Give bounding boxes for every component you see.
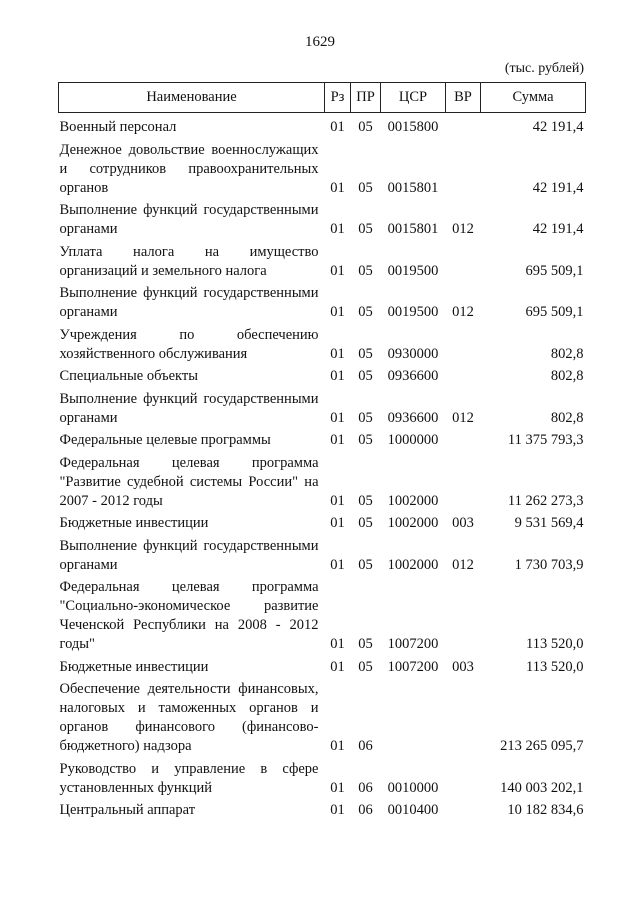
table-header — [59, 83, 586, 113]
table-row — [59, 141, 586, 202]
cell-name: Специальные объекты — [59, 368, 198, 384]
cell-sum: 113 520,0 — [526, 636, 584, 652]
cell-sum: 42 191,4 — [532, 119, 584, 135]
cell-rz: 01 — [330, 636, 345, 652]
cell-sum: 42 191,4 — [532, 179, 584, 196]
header-rz: Рз — [325, 83, 351, 113]
cell-name: Центральный аппарат — [59, 802, 196, 818]
page-number: 1629 — [305, 34, 335, 50]
cell-sum: 113 520,0 — [526, 658, 584, 675]
cell-name: Выполнение функций государственными органами — [59, 390, 319, 426]
cell-csr: 1002000 — [387, 515, 439, 531]
cell-pr: 05 — [358, 262, 373, 279]
cell-pr: 06 — [358, 779, 373, 796]
cell-sum: 140 003 202,1 — [500, 779, 584, 796]
cell-csr: 0010400 — [387, 802, 439, 818]
cell-pr: 05 — [358, 409, 373, 426]
cell-vr: 012 — [452, 409, 474, 426]
header-sum: Сумма — [481, 83, 586, 113]
table-row — [59, 431, 586, 454]
cell-csr: 0936600 — [387, 409, 439, 426]
units-label: (тыс. рублей) — [504, 61, 584, 76]
cell-csr: 0010000 — [387, 779, 439, 796]
cell-pr: 05 — [358, 368, 373, 384]
cell-vr — [446, 801, 481, 824]
table-row — [59, 454, 586, 515]
cell-csr: 0019500 — [387, 262, 439, 279]
cell-rz: 01 — [330, 409, 345, 426]
cell-vr — [446, 760, 481, 802]
table-row — [59, 658, 586, 681]
cell-vr: 003 — [452, 658, 474, 675]
cell-csr: 1007200 — [387, 658, 439, 675]
cell-pr: 05 — [358, 304, 373, 320]
cell-rz: 01 — [330, 119, 345, 135]
cell-pr: 05 — [358, 556, 373, 573]
cell-pr: 05 — [358, 119, 373, 135]
cell-vr — [446, 431, 481, 454]
cell-vr: 012 — [452, 304, 474, 320]
cell-csr: 0019500 — [387, 304, 439, 320]
cell-vr: 012 — [452, 221, 474, 237]
cell-name: Руководство и управление в сфере установленных функций — [59, 760, 319, 796]
cell-sum: 802,8 — [550, 345, 584, 362]
cell-sum: 802,8 — [550, 409, 584, 426]
cell-vr — [446, 243, 481, 285]
cell-csr: 0936600 — [387, 368, 439, 384]
table-row — [59, 284, 586, 326]
cell-name: Учреждения по обеспечению хозяйственного обслуживания — [59, 326, 319, 362]
cell-csr: 1000000 — [387, 432, 439, 448]
table-row — [59, 367, 586, 390]
cell-sum: 695 509,1 — [525, 262, 584, 279]
table-row — [59, 326, 586, 368]
cell-vr — [446, 326, 481, 368]
cell-vr — [446, 367, 481, 390]
table-row — [59, 390, 586, 432]
cell-sum: 42 191,4 — [532, 221, 584, 237]
table-row — [59, 113, 586, 141]
cell-vr — [446, 113, 481, 141]
cell-csr — [381, 680, 446, 760]
cell-sum: 10 182 834,6 — [507, 802, 584, 818]
cell-rz: 01 — [330, 492, 345, 509]
header-csr: ЦСР — [381, 83, 446, 113]
table-row — [59, 680, 586, 760]
cell-sum: 802,8 — [550, 368, 584, 384]
table-row — [59, 537, 586, 579]
cell-name: Выполнение функций государственными органами — [59, 202, 319, 237]
cell-vr — [446, 578, 481, 658]
cell-sum: 213 265 095,7 — [500, 738, 584, 754]
cell-csr: 1002000 — [387, 492, 439, 509]
cell-rz: 01 — [330, 658, 345, 675]
cell-name: Обеспечение деятельности финансовых, налоговых и таможенных органов и органов финансового (финансово-бюджетного) надзора — [59, 681, 319, 754]
cell-rz: 01 — [330, 802, 345, 818]
cell-vr — [446, 454, 481, 515]
cell-name: Бюджетные инвестиции — [59, 515, 209, 531]
cell-name: Федеральные целевые программы — [59, 432, 271, 448]
cell-rz: 01 — [330, 432, 345, 448]
cell-name: Уплата налога на имущество организаций и земельного налога — [59, 243, 319, 279]
cell-csr: 1002000 — [387, 556, 439, 573]
cell-vr: 012 — [452, 556, 474, 573]
cell-rz: 01 — [330, 304, 345, 320]
cell-name: Выполнение функций государственными органами — [59, 537, 319, 573]
cell-rz: 01 — [330, 345, 345, 362]
table-row — [59, 760, 586, 802]
cell-name: Федеральная целевая программа "Развитие судебной системы России" на 2007 - 2012 годы — [59, 454, 319, 509]
cell-csr: 0015801 — [387, 179, 439, 196]
cell-sum: 9 531 569,4 — [514, 515, 584, 531]
cell-pr: 05 — [358, 515, 373, 531]
cell-rz: 01 — [330, 368, 345, 384]
table-row — [59, 578, 586, 658]
cell-rz: 01 — [330, 515, 345, 531]
cell-csr: 1007200 — [387, 636, 439, 652]
cell-pr: 05 — [358, 345, 373, 362]
cell-rz: 01 — [330, 262, 345, 279]
table-row — [59, 243, 586, 285]
cell-csr: 0015800 — [387, 119, 439, 135]
header-pr: ПР — [351, 83, 381, 113]
cell-name: Выполнение функций государственными органами — [59, 285, 319, 320]
header-name: Наименование — [59, 83, 325, 113]
header-vr: ВР — [446, 83, 481, 113]
cell-vr — [446, 141, 481, 202]
cell-vr — [446, 680, 481, 760]
cell-pr: 05 — [358, 658, 373, 675]
cell-rz: 01 — [330, 738, 345, 754]
cell-sum: 11 262 273,3 — [507, 492, 584, 509]
cell-rz: 01 — [330, 221, 345, 237]
cell-pr: 06 — [358, 802, 373, 818]
cell-pr: 05 — [358, 179, 373, 196]
cell-name: Денежное довольствие военнослужащих и сотрудников правоохранительных органов — [59, 141, 319, 196]
budget-table — [58, 82, 586, 824]
cell-name: Бюджетные инвестиции — [59, 658, 209, 675]
cell-pr: 06 — [358, 738, 373, 754]
cell-sum: 695 509,1 — [525, 304, 584, 320]
table-row — [59, 801, 586, 824]
cell-csr: 0015801 — [387, 221, 439, 237]
cell-name: Федеральная целевая программа "Социально-экономическое развитие Чеченской Республики на 2008 - 2012 годы" — [59, 579, 319, 652]
cell-pr: 05 — [358, 492, 373, 509]
cell-rz: 01 — [330, 556, 345, 573]
cell-pr: 05 — [358, 636, 373, 652]
table-row — [59, 514, 586, 537]
cell-pr: 05 — [358, 221, 373, 237]
cell-vr: 003 — [452, 515, 474, 531]
cell-rz: 01 — [330, 179, 345, 196]
table-row — [59, 201, 586, 243]
cell-sum: 11 375 793,3 — [507, 432, 584, 448]
cell-rz: 01 — [330, 779, 345, 796]
cell-name: Военный персонал — [59, 119, 177, 135]
cell-pr: 05 — [358, 432, 373, 448]
cell-sum: 1 730 703,9 — [514, 556, 584, 573]
cell-csr: 0930000 — [387, 345, 439, 362]
